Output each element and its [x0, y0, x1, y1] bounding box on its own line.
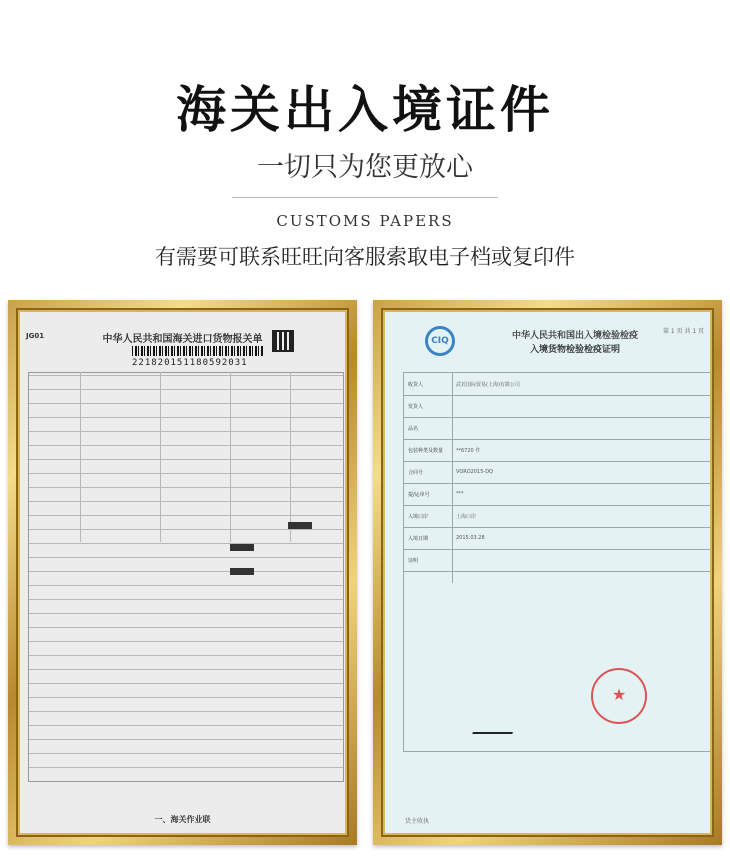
page-number: 第 1 页 共 1 页	[663, 328, 705, 335]
official-seal-icon: ★	[591, 668, 647, 724]
row-label: 入境口岸	[408, 514, 429, 520]
frame-inner	[16, 308, 349, 837]
table-rule	[404, 417, 710, 418]
certificate-table	[403, 372, 710, 752]
barcode-icon	[132, 346, 264, 356]
declaration-title: 中华人民共和国海关进口货物报关单	[102, 334, 263, 345]
table-rule	[404, 439, 710, 440]
left-certificate-frame	[8, 300, 357, 845]
english-caption: CUSTOMS PAPERS	[276, 212, 454, 230]
certificate-subtitle: 入境货物检验检疫证明	[529, 345, 620, 355]
right-certificate-frame	[373, 300, 722, 845]
grid-divider	[290, 372, 291, 542]
table-col-rule	[452, 373, 453, 583]
hero-section	[0, 0, 730, 300]
declaration-number: 221820151180592031	[132, 358, 248, 368]
table-rule	[404, 549, 710, 550]
form-code: JG01	[26, 332, 45, 340]
ciq-logo-icon: CIQ	[425, 326, 455, 356]
row-value: **6720 件	[456, 448, 481, 454]
row-label: 收货人	[408, 382, 424, 388]
row-value: ***	[456, 491, 464, 497]
row-label: 包装种类及数量	[408, 448, 444, 454]
contact-note: 有需要可联系旺旺向客服索取电子档或复印件	[155, 245, 575, 269]
declaration-footer: 一、海关作业联	[154, 815, 211, 824]
row-label: 发货人	[408, 404, 424, 410]
redaction-mark	[230, 544, 254, 551]
table-rule	[404, 571, 710, 572]
table-rule	[404, 527, 710, 528]
grid-divider	[80, 372, 81, 542]
qr-code-icon	[272, 330, 294, 352]
row-label: 品名	[408, 426, 419, 432]
inspection-certificate-image	[385, 312, 710, 833]
row-label: 入境日期	[408, 536, 429, 542]
row-value: VORO2015-DQ	[456, 469, 493, 475]
row-value: 2015.03.28	[456, 535, 485, 541]
table-rule	[404, 395, 710, 396]
row-value: 武若国际贸易(上海)有限公司	[456, 382, 520, 388]
page-title: 海关出入境证件	[176, 80, 554, 139]
table-rule	[404, 483, 710, 484]
page-subtitle: 一切只为您更放心	[257, 152, 473, 183]
row-value: 上海口岸	[456, 514, 477, 520]
row-label: 证明	[408, 558, 419, 564]
divider	[232, 197, 498, 198]
grid-divider	[230, 372, 231, 542]
certificate-footer: 货主收执	[405, 818, 430, 825]
row-label: 提/运单号	[408, 492, 430, 498]
certificate-title: 中华人民共和国出入境检验检疫	[511, 331, 638, 341]
row-label: 合同号	[408, 470, 424, 476]
table-rule	[404, 505, 710, 506]
redaction-mark	[230, 568, 254, 575]
redaction-mark	[288, 522, 312, 529]
grid-divider	[160, 372, 161, 542]
table-rule	[404, 461, 710, 462]
frame-inner	[381, 308, 714, 837]
declaration-grid	[28, 372, 344, 782]
customs-declaration-image	[20, 312, 345, 833]
